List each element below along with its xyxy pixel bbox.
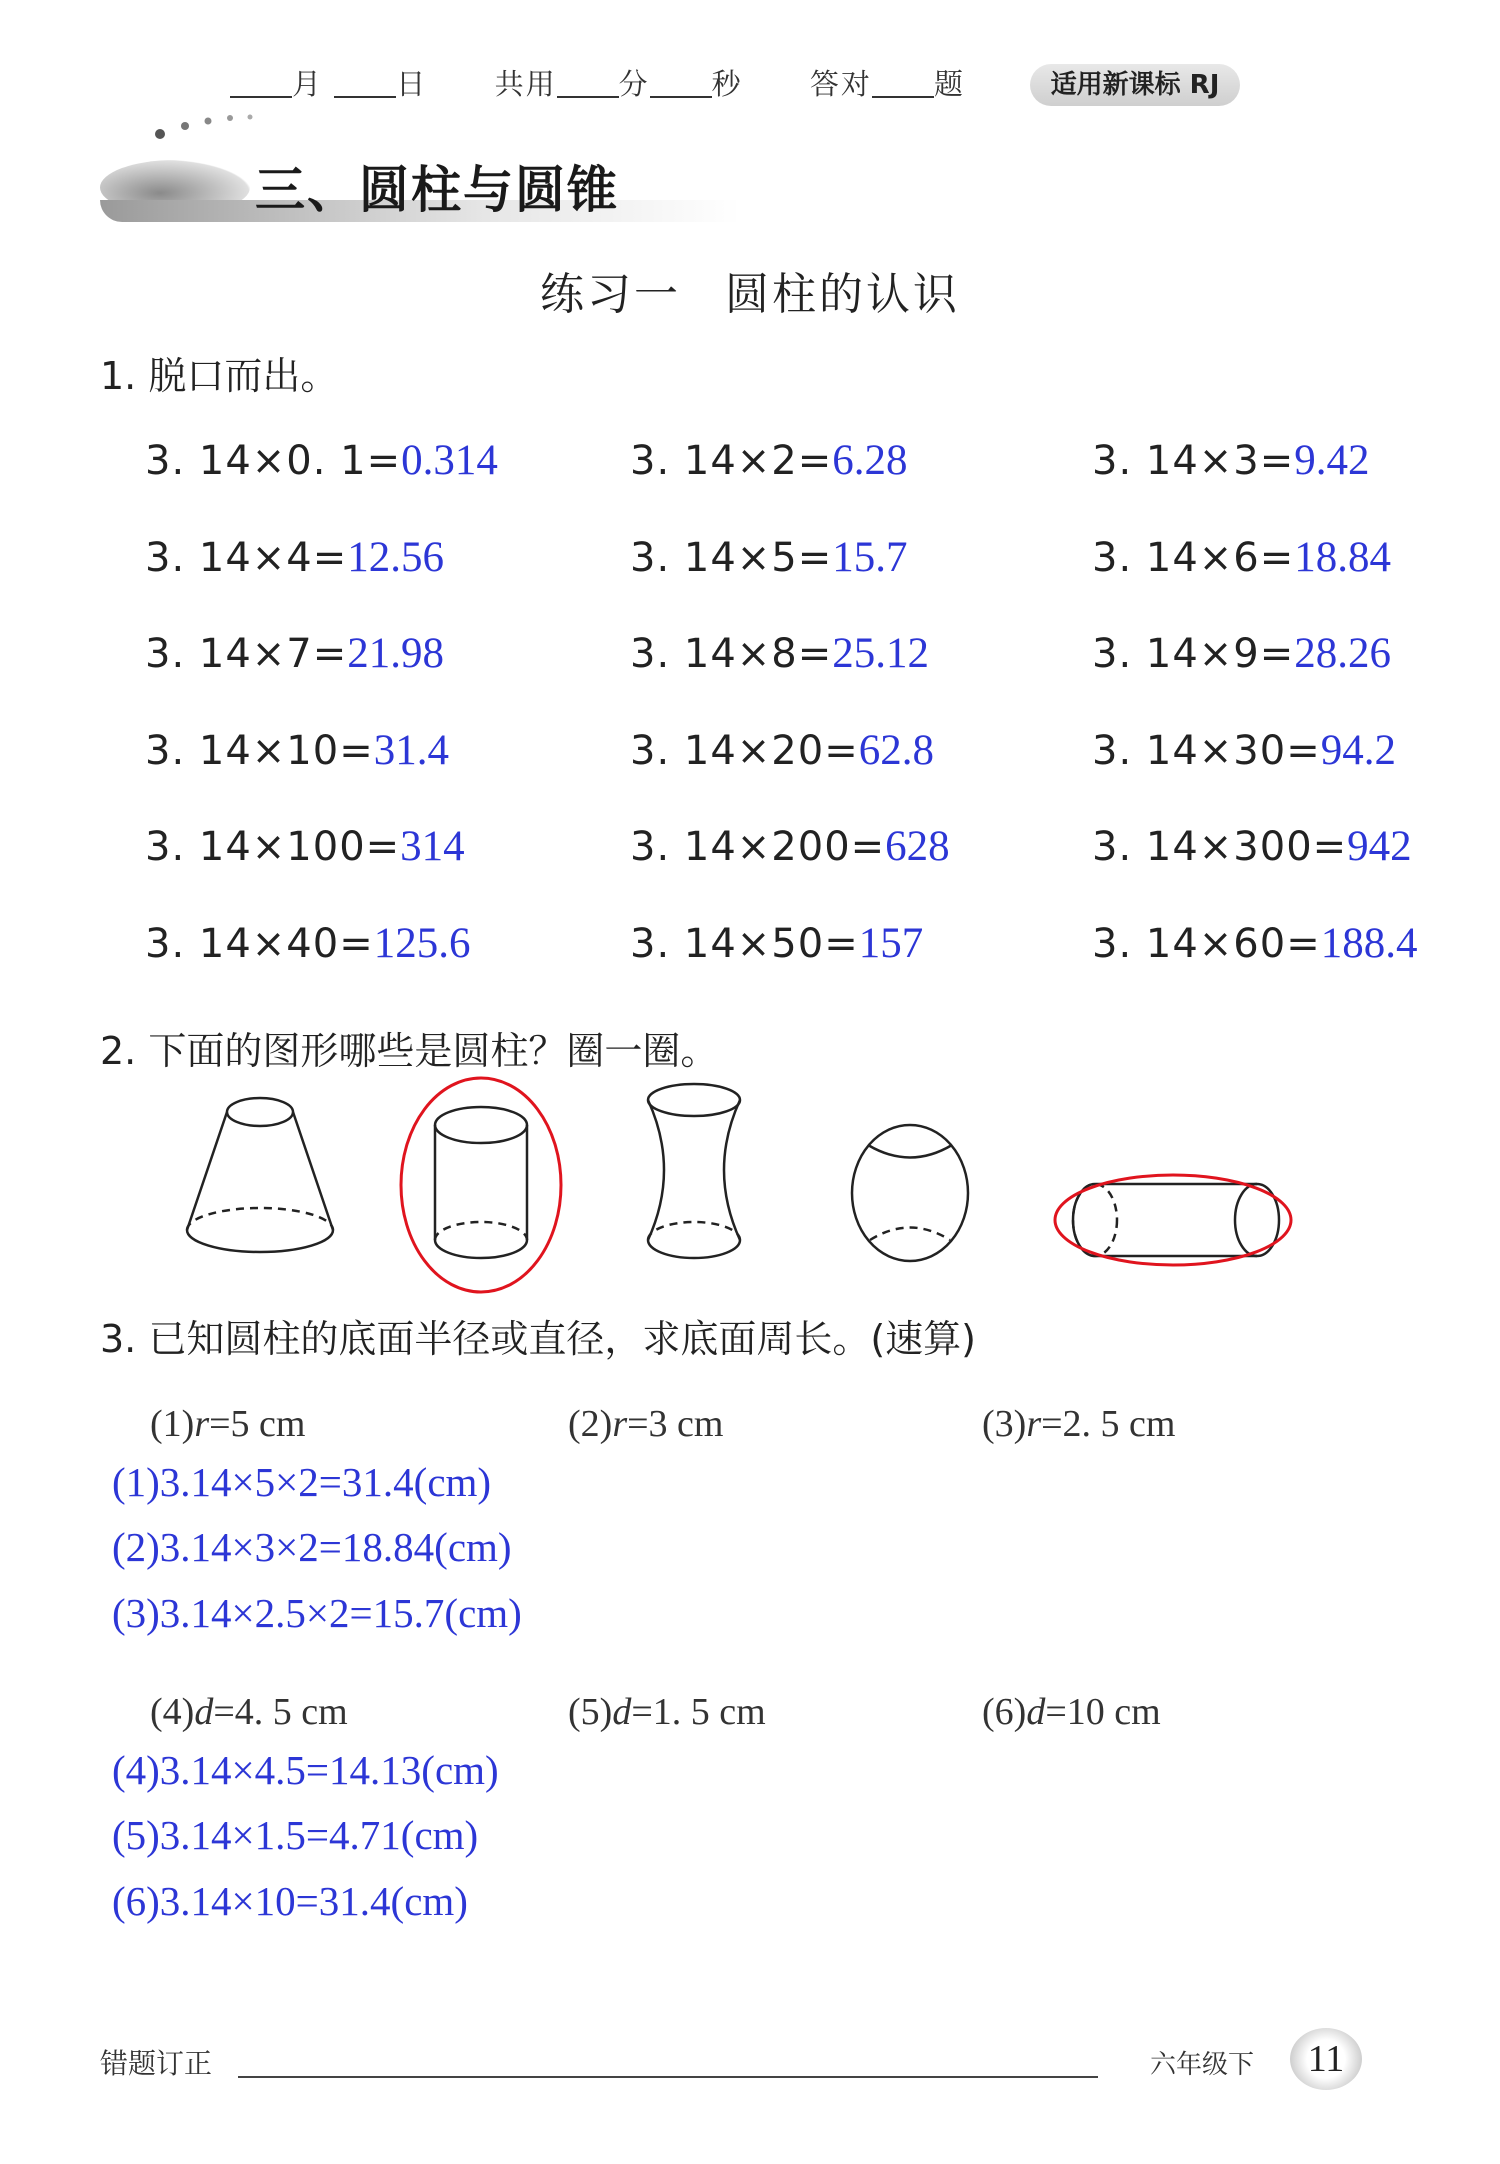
calc-item: 3. 14×20=62.8 [630,727,934,774]
calc-item: 3. 14×300=942 [1092,823,1412,870]
given-item: (2)r=3 cm [568,1403,724,1445]
edition-badge: 适用新课标 RJ [1030,64,1240,106]
solution-line: (6)3.14×10=31.4(cm) [112,1878,468,1924]
time-used-label: 共用 [494,67,557,101]
calc-answer: 6.28 [832,437,908,484]
calc-answer: 0.314 [401,437,498,484]
questions-label: 题 [933,67,965,101]
calc-answer: 18.84 [1294,534,1392,581]
correct-count-blank[interactable] [872,95,934,98]
given-item: (3)r=2. 5 cm [982,1403,1176,1445]
calc-item: 3. 14×50=157 [630,920,924,967]
minutes-blank[interactable] [557,95,619,98]
q2-shapes-figure [170,1070,1300,1310]
selection-circle [401,1078,561,1292]
calc-answer: 125.6 [373,920,471,967]
calc-item: 3. 14×8=25.12 [630,630,930,677]
calc-answer: 15.7 [832,534,908,581]
calc-item: 3. 14×4=12.56 [145,534,445,581]
upright-cylinder-shape[interactable] [435,1107,527,1258]
day-label: 日 [396,67,428,101]
section-label: 练习一 [540,269,681,320]
seconds-blank[interactable] [650,95,712,98]
day-blank[interactable] [334,95,396,98]
solution-line: (5)3.14×1.5=4.71(cm) [112,1812,479,1858]
q3-title: 3. 已知圆柱的底面半径或直径，求底面周长。(速算) [100,1317,976,1361]
calc-answer: 12.56 [347,534,445,581]
q2-title: 2. 下面的图形哪些是圆柱？圈一圈。 [100,1029,719,1073]
section-title [0,258,1500,322]
page-number: 11 [1290,2028,1362,2090]
header-record-line [230,62,965,103]
calc-answer: 28.26 [1294,630,1392,677]
calc-answer: 157 [858,920,924,967]
calc-item: 3. 14×40=125.6 [145,920,471,967]
calc-item: 3. 14×30=94.2 [1092,727,1396,774]
calc-item: 3. 14×0. 1=0.314 [145,437,498,484]
solution-line: (3)3.14×2.5×2=15.7(cm) [112,1590,522,1636]
calc-answer: 188.4 [1320,920,1418,967]
chapter-title: 三、圆柱与圆锥 [255,160,619,219]
selection-circle [1055,1175,1291,1265]
correct-label: 答对 [809,67,872,101]
given-item: (4)d=4. 5 cm [150,1691,348,1733]
error-correction-line[interactable] [238,2076,1098,2078]
calc-answer: 314 [400,823,465,870]
banner-dots-icon [150,112,260,142]
calc-item: 3. 14×5=15.7 [630,534,908,581]
q1-title: 1. 脱口而出。 [100,354,339,398]
calc-answer: 9.42 [1294,437,1370,484]
calc-answer: 628 [885,823,950,870]
calc-answer: 31.4 [373,727,449,774]
solution-line: (2)3.14×3×2=18.84(cm) [112,1524,512,1570]
calc-item: 3. 14×100=314 [145,823,465,870]
calc-answer: 62.8 [858,727,934,774]
lying-cylinder-shape[interactable] [1073,1184,1279,1256]
seconds-label: 秒 [711,67,743,101]
barrel-shape[interactable] [852,1125,968,1261]
month-label: 月 [292,67,324,101]
grade-label: 六年级下 [1150,2050,1255,2080]
calc-item: 3. 14×2=6.28 [630,437,908,484]
calc-answer: 25.12 [832,630,930,677]
section-topic: 圆柱的认识 [725,269,960,320]
calc-answer: 94.2 [1320,727,1396,774]
error-correction-label: 错题订正 [100,2047,213,2080]
waisted-shape[interactable] [648,1084,740,1258]
calc-answer: 21.98 [347,630,445,677]
given-item: (1)r=5 cm [150,1403,306,1445]
calc-item: 3. 14×9=28.26 [1092,630,1392,677]
given-item: (6)d=10 cm [982,1691,1161,1733]
minutes-label: 分 [618,67,650,101]
calc-item: 3. 14×7=21.98 [145,630,445,677]
calc-item: 3. 14×3=9.42 [1092,437,1370,484]
solution-line: (1)3.14×5×2=31.4(cm) [112,1459,492,1505]
given-item: (5)d=1. 5 cm [568,1691,766,1733]
calc-item: 3. 14×60=188.4 [1092,920,1418,967]
calc-item: 3. 14×10=31.4 [145,727,449,774]
solution-line: (4)3.14×4.5=14.13(cm) [112,1747,499,1793]
frustum-shape[interactable] [187,1098,333,1252]
calc-item: 3. 14×6=18.84 [1092,534,1392,581]
month-blank[interactable] [230,95,292,98]
calc-answer: 942 [1347,823,1412,870]
calc-item: 3. 14×200=628 [630,823,950,870]
